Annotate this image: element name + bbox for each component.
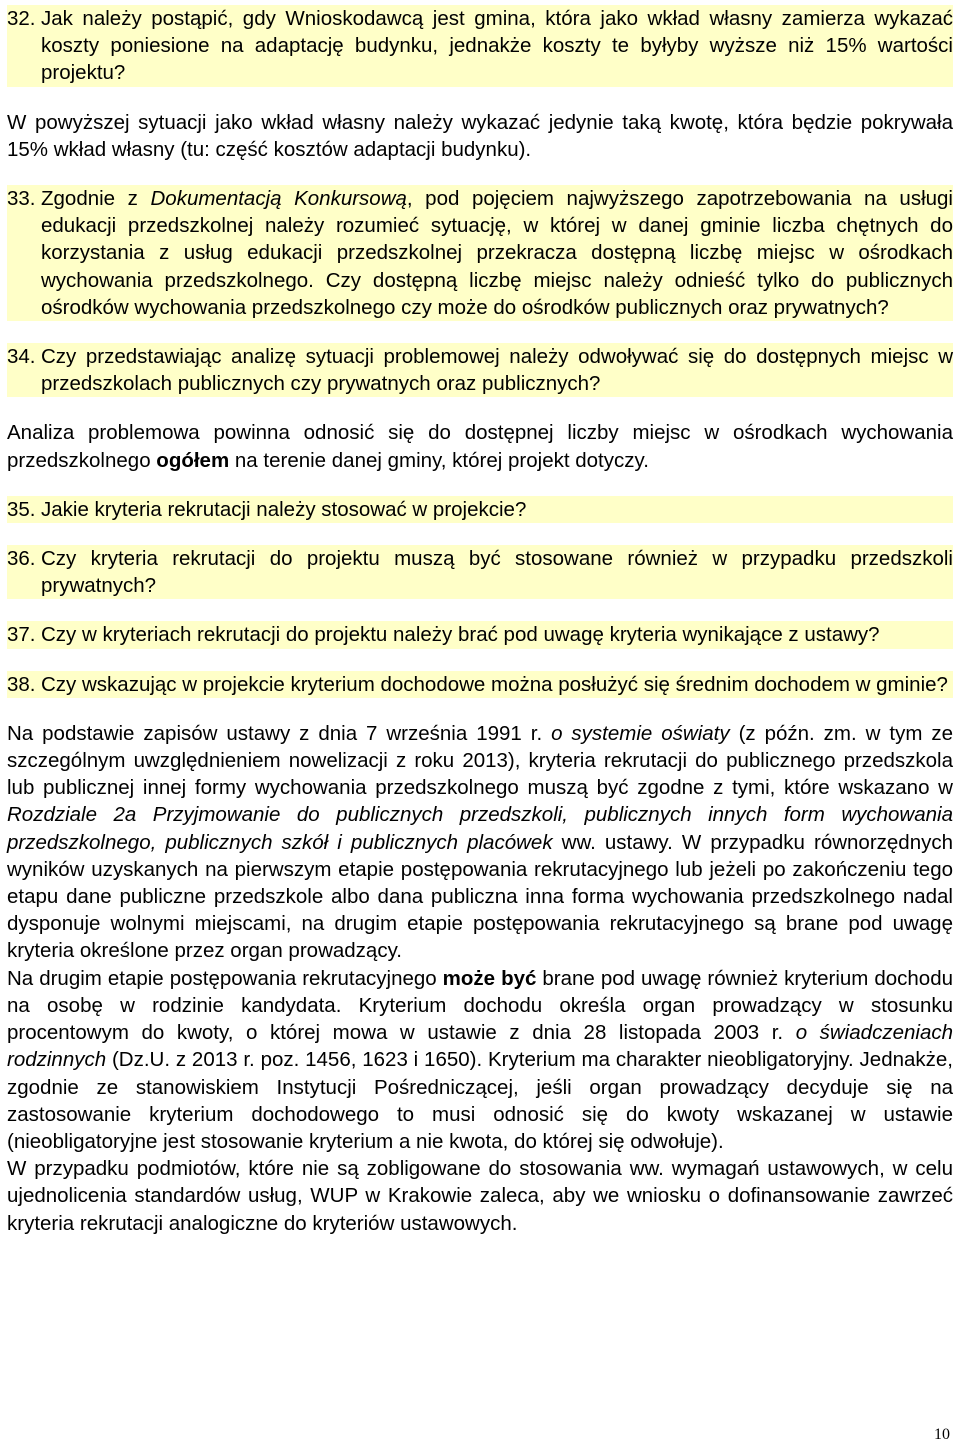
question-number: 37. (7, 623, 36, 647)
answer-text-part: na terenie danej gminy, której projekt dotyczy. (229, 448, 649, 472)
question-number: 38. (7, 672, 36, 696)
answer-text-part: Na drugim etapie postępowania rekrutacyjnego (7, 966, 443, 990)
question-text-part: Zgodnie z (41, 187, 151, 211)
question-37 (7, 621, 953, 648)
question-34 (7, 343, 953, 397)
emphasis-bold: może być (442, 966, 537, 990)
answer-text-part: brane pod uwagę również kryterium dochodu na osobę w rodzinie kandydata. Kryterium dochodu określa organ prowadzący w stosunku procentowym do kwoty, o której mowa w ustawie z dnia 28 listopada 2003 r. (7, 966, 953, 1045)
question-text: Czy kryteria rekrutacji do projektu muszą być stosowane również w przypadku przedszkoli prywatnych? (41, 547, 953, 598)
question-text: Czy w kryteriach rekrutacji do projektu należy brać pod uwagę kryteria wynikające z ustawy? (41, 623, 880, 647)
question-33 (7, 185, 953, 321)
answer-text-part: (Dz.U. z 2013 r. poz. 1456, 1623 i 1650). Kryterium ma charakter nieobligatoryjny. Jednakże, zgodnie ze stanowiskiem Instytucji Pośredniczącej, jeśli organ prowadzący decyduje się na zastosowanie kryterium dochodowego to musi odnosić się do kwoty wskazanej w ustawie (nieobligatoryjne jest stosowanie kryterium a nie kwota, do której się odwołuje). (7, 1048, 953, 1153)
answer-text: W powyższej sytuacji jako wkład własny należy wykazać jedynie taką kwotę, która będzie pokrywała 15% wkład własny (tu: część kosztów adaptacji budynku). (7, 110, 953, 161)
question-35 (7, 496, 953, 523)
question-text: Jakie kryteria rekrutacji należy stosować w projekcie? (41, 497, 527, 521)
answer-38-paragraph-1 (7, 720, 953, 965)
emphasis-bold: ogółem (156, 448, 230, 472)
answer-34 (7, 419, 953, 473)
question-number: 36. (7, 547, 36, 571)
question-number: 35. (7, 497, 36, 521)
question-38 (7, 671, 953, 698)
answer-text: W przypadku podmiotów, które nie są zobligowane do stosowania ww. wymagań ustawowych, w celu ujednolicenia standardów usług, WUP w Krakowie zaleca, aby we wniosku o dofinansowanie zawrzeć kryteria rekrutacji analogiczne do kryteriów ustawowych. (7, 1157, 953, 1235)
question-number: 34. (7, 345, 36, 369)
question-text-part: , pod pojęciem najwyższego zapotrzebowania na usługi edukacji przedszkolnej należy rozumieć sytuację, w której w danej gminie liczba chętnych do korzystania z usług edukacji przedszkolnej przekracza dostępną liczbę miejsc w ośrodkach wychowania przedszkolnego. Czy dostępną liczbę miejsc należy odnieść tylko do publicznych ośrodków wychowania przedszkolnego czy może do ośrodków publicznych oraz prywatnych? (41, 187, 953, 319)
answer-32 (7, 109, 953, 163)
question-text: Czy przedstawiając analizę sytuacji problemowej należy odwoływać się do dostępnych miejsc w przedszkolach publicznych czy prywatnych oraz publicznych? (41, 345, 953, 396)
answer-38-paragraph-2 (7, 965, 953, 1155)
question-number: 33. (7, 187, 36, 211)
answer-text-part: ww. ustawy. W przypadku równorzędnych wyników uzyskanych na pierwszym etapie postępowania rekrutacyjnego lub jeżeli po zakończeniu tego etapu dane publiczne przedszkole albo dana publiczna inna forma wychowania przedszkolnego nadal dysponuje wolnymi miejscami, na drugim etapie postępowania rekrutacyjnego są brane pod uwagę kryteria określone przez organ prowadzący. (7, 830, 954, 963)
law-title: o świadczeniach rodzinnych (7, 1021, 953, 1072)
answer-text-part: (z późn. zm. w tym ze szczególnym uwzględnieniem nowelizacji z roku 2013), kryteria rekrutacji do publicznego przedszkola lub publicznej innej formy wychowania przedszkolnego muszą być zgodne z tymi, które wskazano w (7, 721, 953, 800)
answer-38-paragraph-3 (7, 1155, 953, 1237)
law-chapter-title: Rozdziale 2a Przyjmowanie do publicznych przedszkoli, publicznych innych form wychowania przedszkolnego, publicznych szkół i publicznych placówek (7, 803, 953, 854)
law-title: o systemie oświaty (551, 721, 730, 745)
question-text: Jak należy postąpić, gdy Wnioskodawcą jest gmina, która jako wkład własny zamierza wykazać koszty poniesione na adaptację budynku, jednakże koszty te byłyby wyższe niż 15% wartości projektu? (41, 7, 953, 85)
question-number: 32. (7, 7, 36, 30)
answer-text-part: Analiza problemowa powinna odnosić się do dostępnej liczby miejsc w ośrodkach wychowania przedszkolnego (7, 421, 953, 472)
document-reference: Dokumentacją Konkursową (150, 187, 407, 211)
answer-text-part: Na podstawie zapisów ustawy z dnia 7 września 1991 r. (7, 721, 552, 745)
question-text: Czy wskazując w projekcie kryterium dochodowe można posłużyć się średnim dochodem w gminie? (41, 672, 948, 696)
question-32 (7, 5, 953, 87)
document-page (7, 5, 953, 1237)
page-number: 10 (934, 1425, 950, 1443)
question-36 (7, 545, 953, 599)
